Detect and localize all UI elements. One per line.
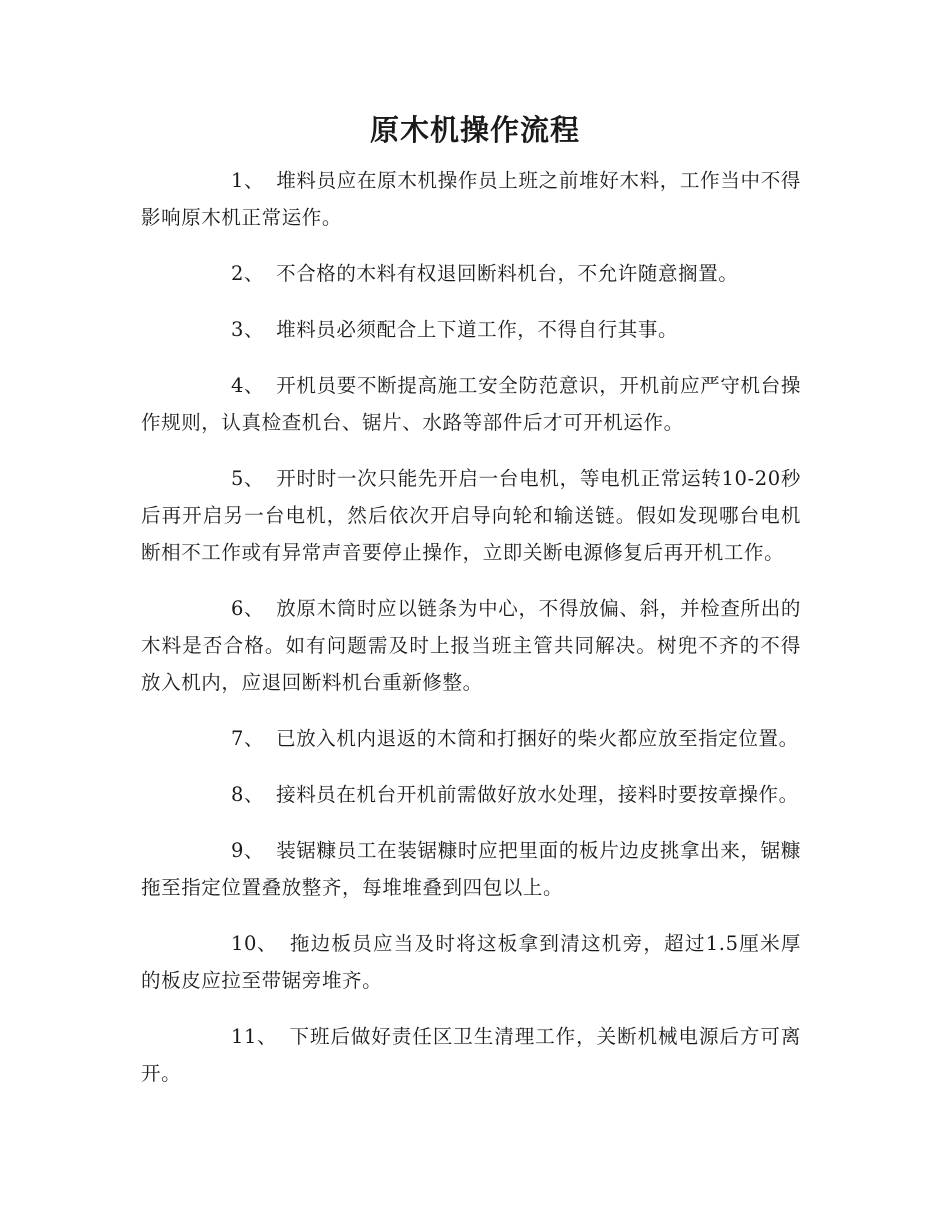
document-title: 原木机操作流程 [369,113,580,147]
item-number: 10、 [231,932,278,955]
item-number: 3、 [231,318,265,341]
list-item [141,590,801,701]
item-number: 11、 [231,1025,278,1048]
list-item [141,832,801,906]
list-item [141,255,801,292]
item-text: 堆料员应在原木机操作员上班之前堆好木料，工作当中不得影响原木机正常运作。 [141,169,801,229]
list-item [141,776,801,813]
item-number: 5、 [231,467,265,490]
list-item [141,460,801,571]
list-item [141,367,801,441]
item-text: 不合格的木料有权退回断料机台，不允许随意搁置。 [276,262,739,285]
item-number: 4、 [231,374,265,397]
list-item [141,1018,801,1092]
item-number: 2、 [231,262,265,285]
item-text: 接料员在机台开机前需做好放水处理，接料时要按章操作。 [276,783,799,806]
list-item [141,720,801,757]
item-number: 9、 [231,839,265,862]
item-text: 装锯糠员工在装锯糠时应把里面的板片边皮挑拿出来，锯糠拖至指定位置叠放整齐，每堆堆叠到四包以上。 [141,839,801,899]
list-item [141,162,801,236]
item-number: 8、 [231,783,265,806]
list-item [141,311,801,348]
item-number: 7、 [231,727,265,750]
item-number: 6、 [231,597,265,620]
document-body [141,162,801,1111]
item-text: 下班后做好责任区卫生清理工作，关断机械电源后方可离开。 [141,1025,801,1085]
item-text: 已放入机内退返的木筒和打捆好的柴火都应放至指定位置。 [276,727,799,750]
item-text: 堆料员必须配合上下道工作，不得自行其事。 [276,318,679,341]
list-item [141,925,801,999]
item-text: 开机员要不断提高施工安全防范意识，开机前应严守机台操作规则，认真检查机台、锯片、水路等部件后才可开机运作。 [141,374,801,434]
item-text: 放原木筒时应以链条为中心，不得放偏、斜，并检查所出的木料是否合格。如有问题需及时上报当班主管共同解决。树兜不齐的不得放入机内，应退回断料机台重新修整。 [141,597,801,694]
item-text: 拖边板员应当及时将这板拿到清这机旁，超过1.5厘米厚的板皮应拉至带锯旁堆齐。 [141,932,801,992]
item-text: 开时时一次只能先开启一台电机，等电机正常运转10-20秒后再开启另一台电机，然后依次开启导向轮和输送链。假如发现哪台电机断相不工作或有异常声音要停止操作，立即关断电源修复后再开机工作。 [141,467,801,564]
item-number: 1、 [231,169,265,192]
